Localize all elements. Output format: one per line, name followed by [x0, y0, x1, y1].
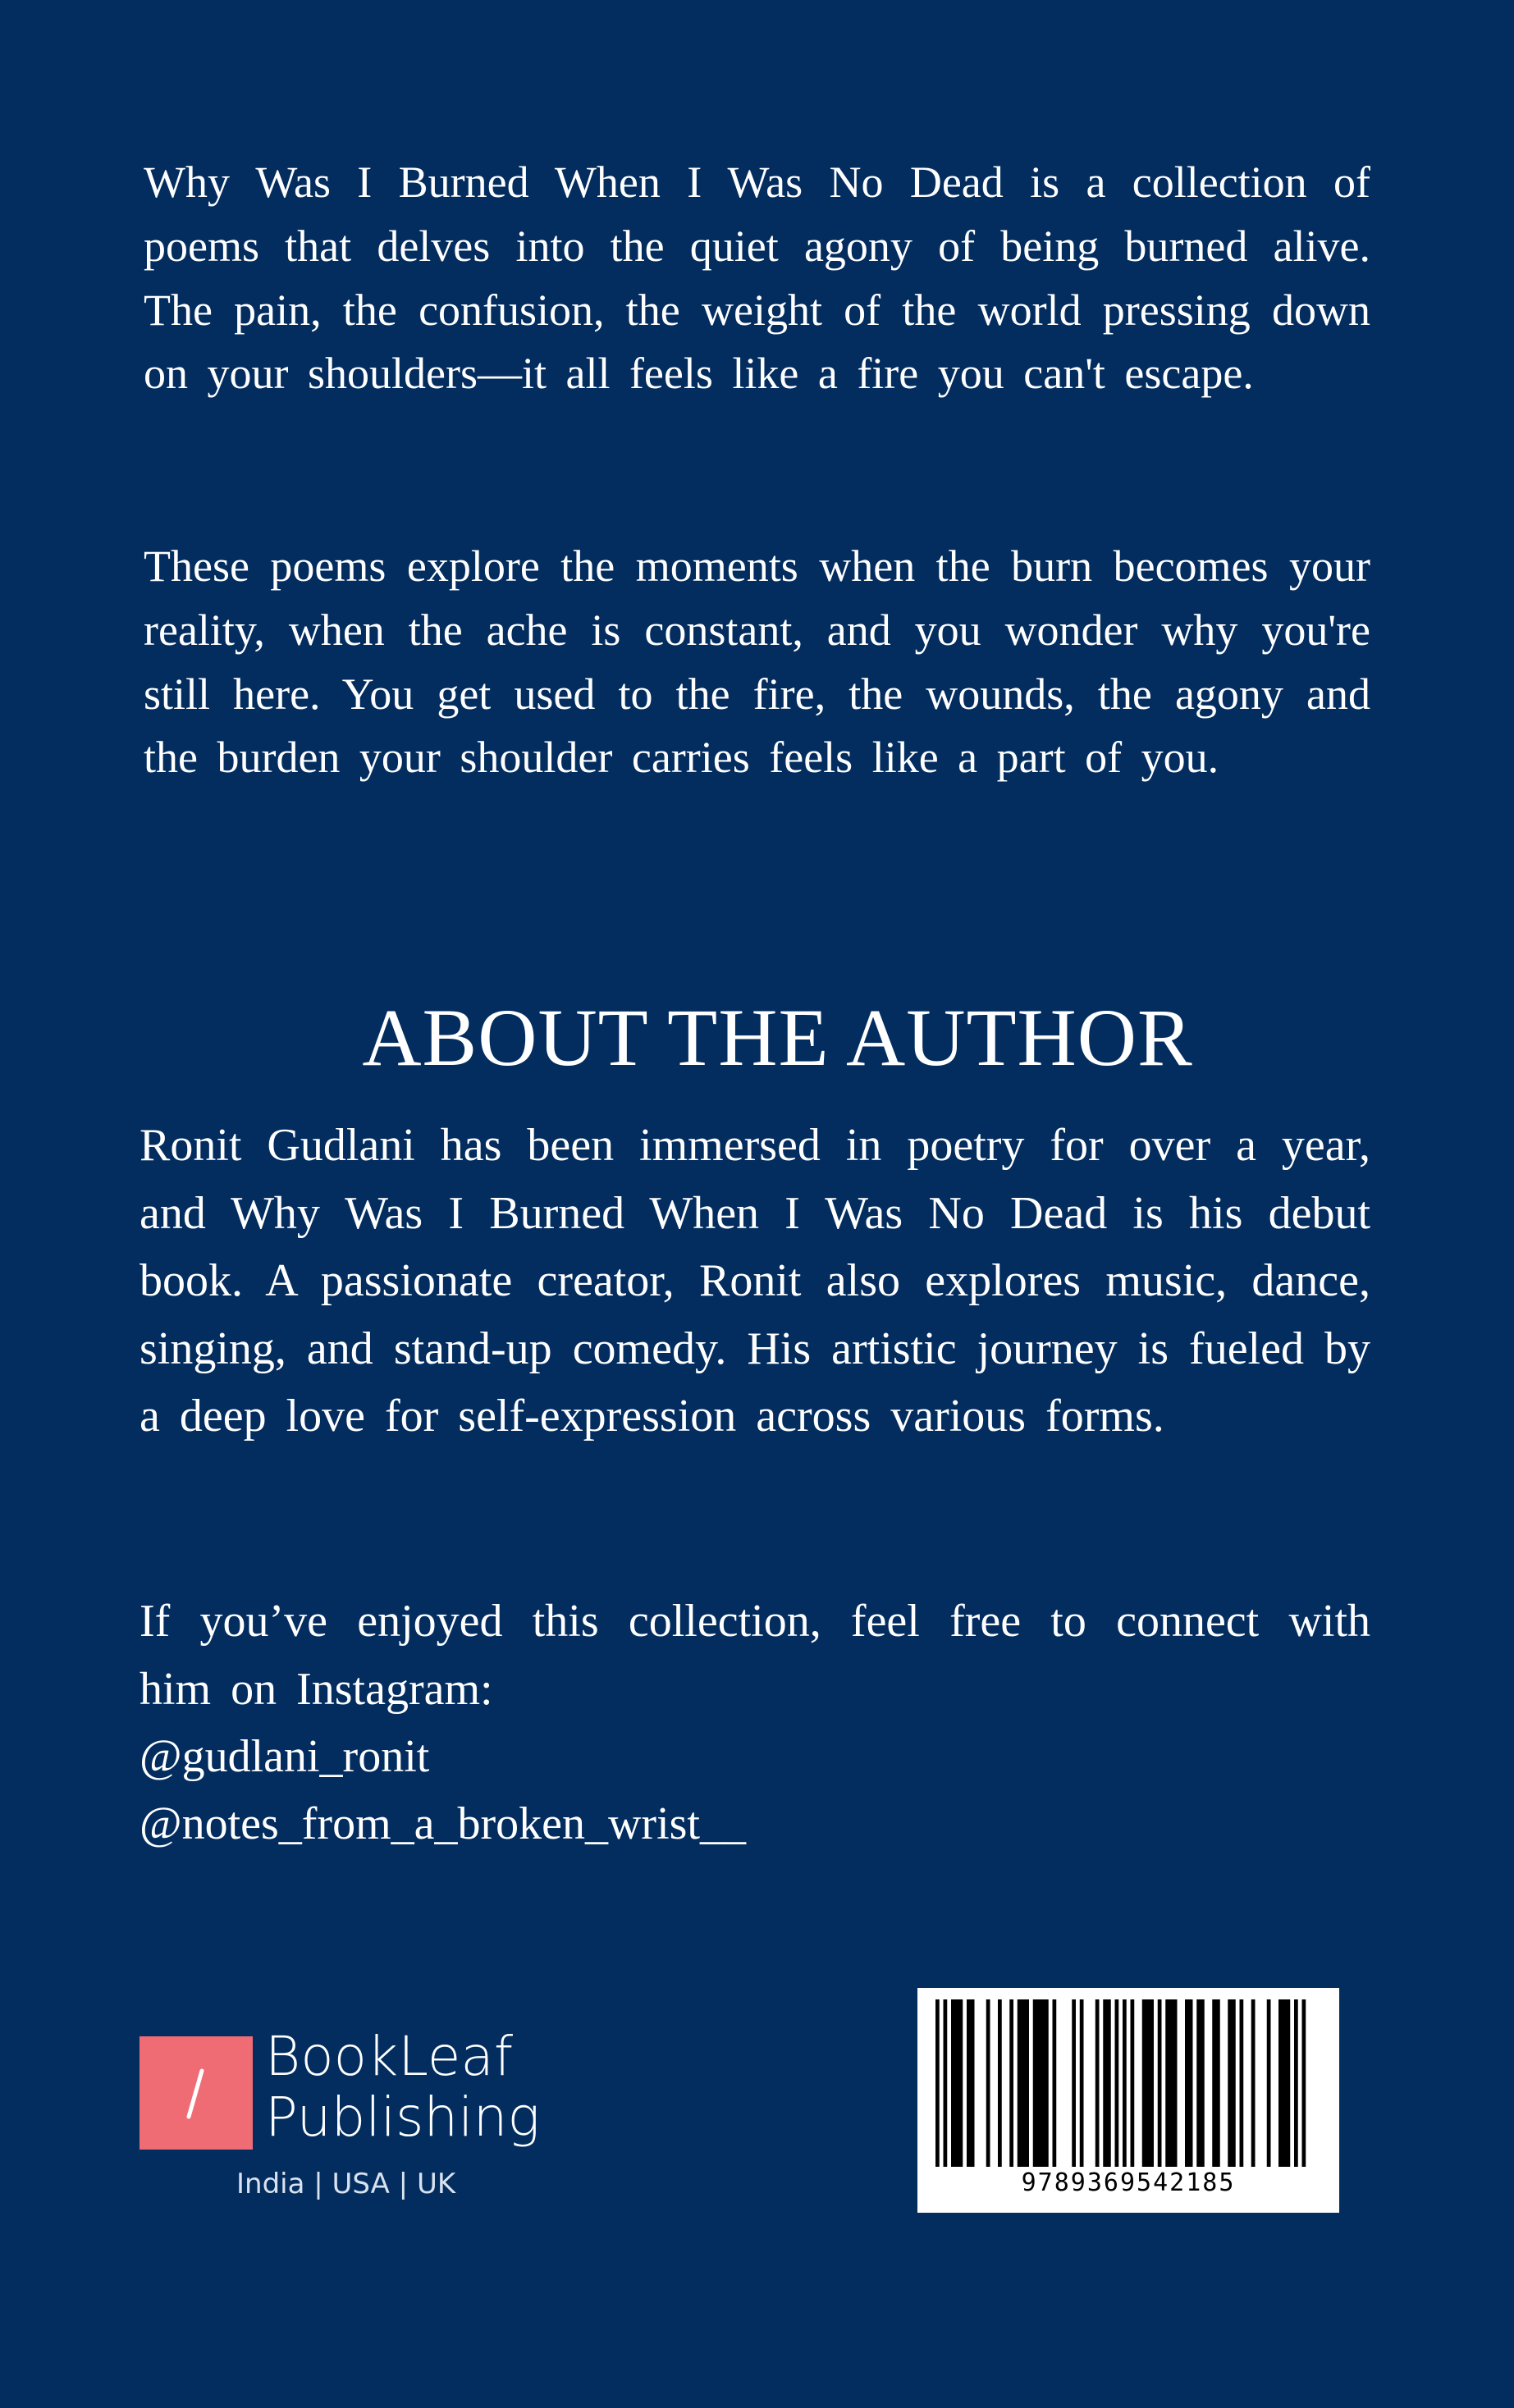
isbn-number: 9789369542185: [1021, 2168, 1236, 2197]
barcode-bar: [986, 1999, 990, 2167]
barcode-bar: [1123, 1999, 1127, 2167]
barcode-bar: [1103, 1999, 1111, 2167]
slash-icon: [140, 2036, 253, 2150]
publisher-name-line-1: BookLeaf: [265, 2025, 514, 2088]
blurb-paragraph-1: Why Was I Burned When I Was No Dead is a collection of poems that delves into the quiet agony of being burned alive. The pain, the confusion, the weight of the world pressing down on your shoulders—it all feels like a fire you can't escape.: [144, 158, 1370, 399]
barcode-bar: [1131, 1999, 1135, 2167]
publisher-name: [265, 2026, 540, 2148]
barcode-bar: [1033, 1999, 1049, 2167]
barcode-bar: [1228, 1999, 1236, 2167]
barcode-bar: [1072, 1999, 1076, 2167]
barcode-bar: [1009, 1999, 1013, 2167]
about-the-author-heading: ABOUT THE AUTHOR: [362, 992, 1193, 1083]
barcode-bar: [1267, 1999, 1271, 2167]
barcode-bar: [967, 1999, 975, 2167]
barcode-bar: [1018, 1999, 1029, 2167]
barcode-bar: [1142, 1999, 1154, 2167]
barcode-bar: [1080, 1999, 1084, 2167]
barcode-bar: [1115, 1999, 1119, 2167]
barcode-bar: [1053, 1999, 1057, 2167]
isbn-barcode: [917, 1988, 1339, 2213]
instagram-invite-paragraph: If you’ve enjoyed this collection, feel free to connect with him on Instagram:: [140, 1596, 1370, 1715]
barcode-bar: [1095, 1999, 1100, 2167]
barcode-bar: [1212, 1999, 1220, 2167]
instagram-handle-1: @gudlani_ronit: [140, 1731, 430, 1782]
instagram-handle-2: @notes_from_a_broken_wrist__: [140, 1798, 746, 1849]
barcode-bar: [1278, 1999, 1290, 2167]
author-bio-paragraph: Ronit Gudlani has been immersed in poetry for over a year, and Why Was I Burned When I Was No Dead is his debut book. A passionate creator, Ronit also explores music, dance, singing, and stand-up comedy. His artistic journey is fueled by a deep love for self-expression across various forms.: [140, 1120, 1370, 1442]
barcode-bar: [1251, 1999, 1256, 2167]
barcode-bar: [1302, 1999, 1306, 2167]
publisher-name-line-2: Publishing: [265, 2086, 541, 2149]
barcode-bar: [951, 1999, 963, 2167]
barcode-bar: [944, 1999, 948, 2167]
barcode-bar: [1185, 1999, 1193, 2167]
barcode-bar: [998, 1999, 1002, 2167]
publisher-locations: India | USA | UK: [236, 2168, 456, 2200]
blurb-paragraph-2: These poems explore the moments when the burn becomes your reality, when the ache is constant, and you wonder why you're still here. You get used to the fire, the wounds, the agony and the burden your shoulder carries feels like a part of you.: [144, 541, 1370, 783]
barcode-bar: [1196, 1999, 1205, 2167]
barcode-bar: [1165, 1999, 1177, 2167]
barcode-bar: [1158, 1999, 1162, 2167]
barcode-bar: [935, 1999, 940, 2167]
barcode-bar: [1294, 1999, 1298, 2167]
barcode-bar: [1240, 1999, 1244, 2167]
publisher-logo-mark: [140, 2036, 253, 2150]
